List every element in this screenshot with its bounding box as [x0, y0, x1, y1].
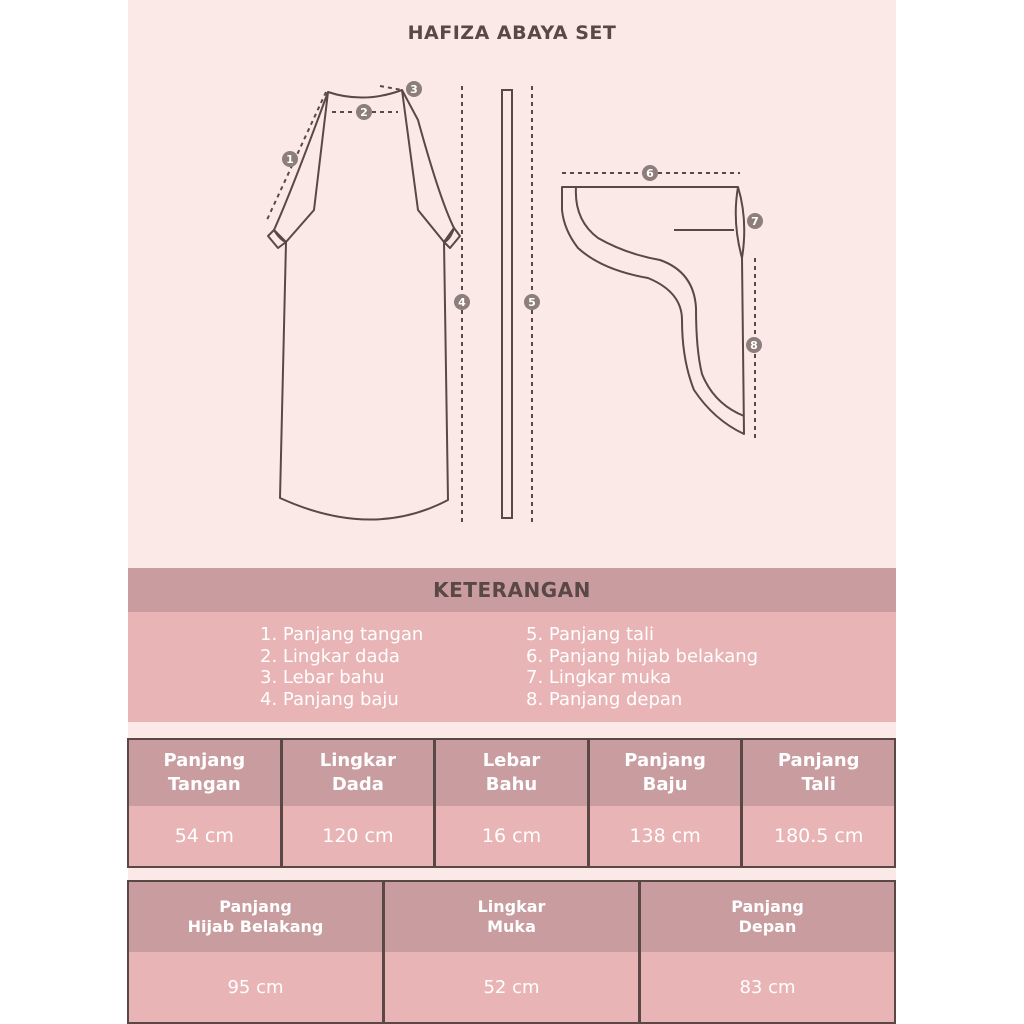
table-value: 120 cm [283, 806, 434, 866]
legend-item: 5. Panjang tali [526, 624, 655, 645]
table-value: 95 cm [129, 952, 382, 1022]
svg-text:3: 3 [410, 83, 418, 96]
legend-item: 6. Panjang hijab belakang [526, 645, 759, 667]
table-value: 83 cm [641, 952, 894, 1022]
table-header: Panjang Tangan [129, 740, 280, 806]
table-value: 16 cm [436, 806, 587, 866]
measurement-table-2 [128, 880, 896, 1024]
legend-item: 7. Lingkar muka [526, 667, 672, 688]
svg-text:6: 6 [646, 167, 654, 180]
table-header: Panjang Baju [590, 740, 741, 806]
table-value: 180.5 cm [743, 806, 894, 866]
legend-item: 1. Panjang tangan [260, 624, 424, 645]
table-cell [639, 880, 896, 1024]
table-cell [127, 738, 282, 868]
table-header: Lingkar Muka [385, 882, 638, 952]
svg-text:2: 2 [360, 106, 368, 119]
table-value: 52 cm [385, 952, 638, 1022]
legend-item: 8. Panjang depan [526, 688, 683, 710]
table-header: Panjang Hijab Belakang [129, 882, 382, 952]
legend-item: 3. Lebar bahu [260, 667, 385, 688]
abaya-outline [268, 90, 460, 520]
hijab-outline [562, 187, 744, 434]
table-cell [281, 738, 436, 868]
tie-strap [502, 90, 512, 518]
svg-text:8: 8 [750, 339, 758, 352]
legend-item: 4. Panjang baju [260, 688, 399, 710]
legend-right-column [526, 624, 758, 710]
table-cell [383, 880, 640, 1024]
table-value: 138 cm [590, 806, 741, 866]
garment-drawing [128, 60, 896, 540]
table-cell [127, 880, 384, 1024]
table-header: Panjang Tali [743, 740, 894, 806]
legend-body [128, 612, 896, 722]
badge-1 [282, 151, 298, 167]
legend-heading-band [128, 568, 896, 612]
svg-text:5: 5 [528, 296, 536, 309]
table-cell [434, 738, 589, 868]
svg-text:7: 7 [751, 215, 759, 228]
svg-text:4: 4 [458, 296, 466, 309]
measurement-table-1 [128, 738, 896, 868]
badge-2 [356, 104, 372, 120]
legend-heading: KETERANGAN [433, 578, 591, 602]
size-chart-sheet [128, 0, 896, 1024]
badge-6 [642, 165, 658, 181]
badge-8 [746, 337, 762, 353]
table-cell [588, 738, 743, 868]
badge-4 [454, 294, 470, 310]
table-cell [741, 738, 896, 868]
table-header: Lebar Bahu [436, 740, 587, 806]
page-title: HAFIZA ABAYA SET [407, 22, 617, 44]
table-header: Panjang Depan [641, 882, 894, 952]
legend-left-column [260, 624, 423, 710]
badge-3 [406, 81, 422, 97]
garment-diagram [128, 60, 896, 540]
svg-text:1: 1 [286, 153, 294, 166]
badge-5 [524, 294, 540, 310]
legend-item: 2. Lingkar dada [260, 645, 400, 667]
table-value: 54 cm [129, 806, 280, 866]
table-header: Lingkar Dada [283, 740, 434, 806]
badge-7 [747, 213, 763, 229]
measurement-lines [266, 86, 755, 522]
